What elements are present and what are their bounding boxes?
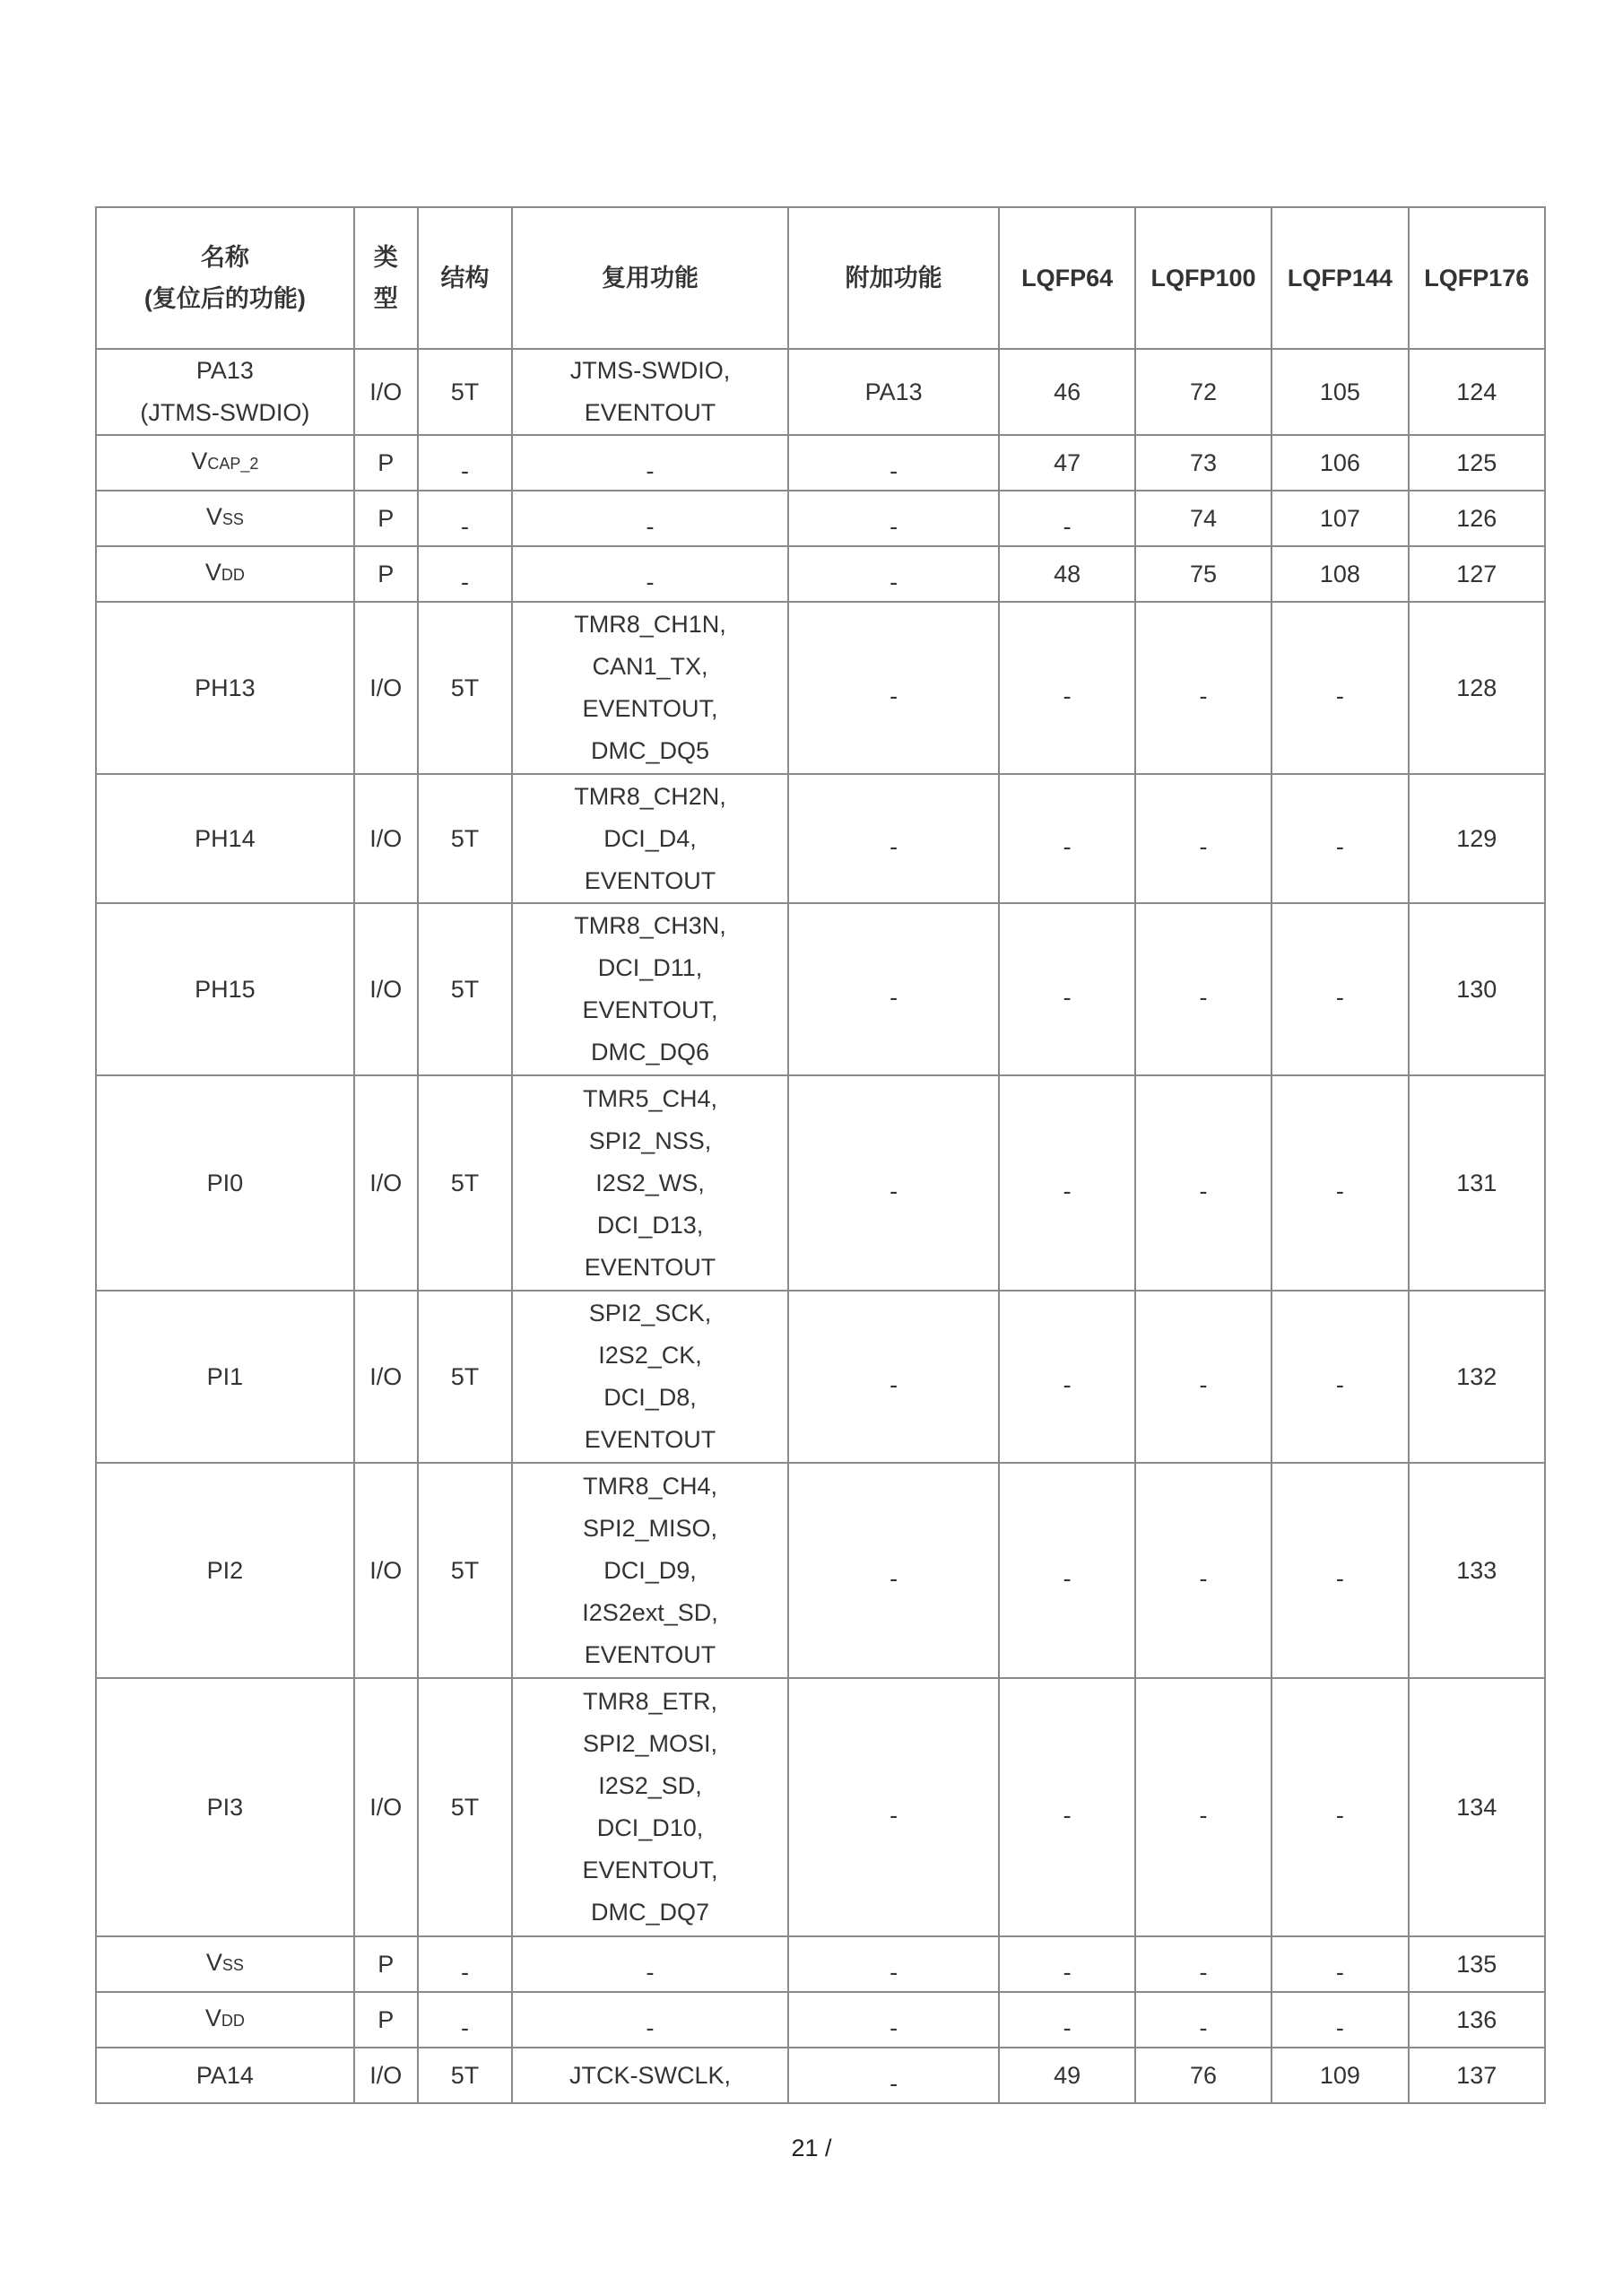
cell-type: I/O: [354, 1291, 418, 1463]
table-row: [96, 903, 1545, 1075]
cell-lqfp64: 47: [999, 435, 1134, 491]
pin-definition-table: [95, 206, 1546, 2104]
dash-placeholder: -: [646, 457, 655, 484]
cell-lqfp100: 73: [1135, 435, 1271, 491]
cell-structure: [418, 546, 512, 602]
dash-placeholder: -: [890, 512, 898, 540]
cell-type: P: [354, 435, 418, 491]
cell-lqfp100: [1135, 1936, 1271, 1992]
cell-structure: 5T: [418, 602, 512, 774]
cell-lqfp100: [1135, 1992, 1271, 2048]
table-row: [96, 546, 1545, 602]
cell-lqfp100: 74: [1135, 491, 1271, 546]
table-row: [96, 1291, 1545, 1463]
cell-add-func: [788, 435, 1000, 491]
dash-placeholder: -: [1335, 983, 1344, 1011]
dash-placeholder: -: [461, 457, 469, 484]
cell-alt-func: SPI2_SCK, I2S2_CK, DCI_D8, EVENTOUT: [512, 1291, 788, 1463]
table-row: [96, 1678, 1545, 1936]
cell-add-func: [788, 1075, 1000, 1291]
dash-placeholder: -: [1063, 1177, 1072, 1205]
dash-placeholder: -: [1199, 682, 1208, 709]
cell-add-func: [788, 2048, 1000, 2103]
dash-placeholder: -: [646, 568, 655, 596]
cell-lqfp64: 46: [999, 349, 1134, 435]
cell-alt-func: [512, 1992, 788, 2048]
table-row: [96, 1936, 1545, 1992]
cell-lqfp144: 108: [1271, 546, 1408, 602]
header-lqfp100: LQFP100: [1135, 207, 1271, 349]
cell-lqfp64: [999, 903, 1134, 1075]
dash-placeholder: -: [1335, 1564, 1344, 1592]
dash-placeholder: -: [890, 457, 898, 484]
table-row: [96, 435, 1545, 491]
cell-add-func: [788, 774, 1000, 903]
dash-placeholder: -: [1199, 1564, 1208, 1592]
cell-lqfp176: 133: [1409, 1463, 1545, 1678]
header-alt-func: 复用功能: [512, 207, 788, 349]
dash-placeholder: -: [890, 1801, 898, 1829]
cell-name: PH14: [96, 774, 354, 903]
table-row: [96, 1463, 1545, 1678]
dash-placeholder: -: [461, 512, 469, 540]
cell-lqfp144: 105: [1271, 349, 1408, 435]
cell-structure: 5T: [418, 1678, 512, 1936]
dash-placeholder: -: [1199, 1958, 1208, 1986]
cell-type: P: [354, 1992, 418, 2048]
dash-placeholder: -: [1335, 1370, 1344, 1398]
cell-type: I/O: [354, 903, 418, 1075]
cell-lqfp100: 76: [1135, 2048, 1271, 2103]
header-lqfp176: LQFP176: [1409, 207, 1545, 349]
cell-lqfp144: [1271, 602, 1408, 774]
table-row: [96, 1075, 1545, 1291]
dash-placeholder: -: [461, 568, 469, 596]
table-row: [96, 602, 1545, 774]
cell-lqfp176: 137: [1409, 2048, 1545, 2103]
cell-name: [96, 546, 354, 602]
cell-type: I/O: [354, 1463, 418, 1678]
dash-placeholder: -: [890, 1177, 898, 1205]
cell-lqfp176: 128: [1409, 602, 1545, 774]
cell-lqfp176: 132: [1409, 1291, 1545, 1463]
cell-name: PI0: [96, 1075, 354, 1291]
cell-lqfp144: [1271, 1463, 1408, 1678]
cell-lqfp64: [999, 774, 1134, 903]
cell-name: [96, 491, 354, 546]
cell-lqfp64: [999, 1075, 1134, 1291]
cell-structure: 5T: [418, 2048, 512, 2103]
dash-placeholder: -: [646, 2013, 655, 2041]
cell-lqfp64: [999, 602, 1134, 774]
dash-placeholder: -: [646, 1958, 655, 1986]
dash-placeholder: -: [1063, 512, 1072, 540]
cell-lqfp176: 127: [1409, 546, 1545, 602]
dash-placeholder: -: [1335, 1958, 1344, 1986]
cell-type: P: [354, 491, 418, 546]
cell-lqfp144: [1271, 1291, 1408, 1463]
cell-lqfp144: 107: [1271, 491, 1408, 546]
cell-lqfp64: [999, 1936, 1134, 1992]
cell-name-main: V: [204, 559, 221, 586]
cell-lqfp176: 130: [1409, 903, 1545, 1075]
cell-name: PH15: [96, 903, 354, 1075]
cell-lqfp100: [1135, 602, 1271, 774]
dash-placeholder: -: [890, 568, 898, 596]
header-structure: 结构: [418, 207, 512, 349]
dash-placeholder: -: [1335, 682, 1344, 709]
cell-lqfp100: [1135, 1463, 1271, 1678]
dash-placeholder: -: [1063, 1370, 1072, 1398]
cell-add-func: [788, 1992, 1000, 2048]
cell-lqfp144: [1271, 903, 1408, 1075]
header-lqfp64: LQFP64: [999, 207, 1134, 349]
cell-name: PA14: [96, 2048, 354, 2103]
cell-lqfp64: [999, 1992, 1134, 2048]
cell-add-func: [788, 491, 1000, 546]
cell-lqfp100: [1135, 1291, 1271, 1463]
dash-placeholder: -: [1063, 1801, 1072, 1829]
dash-placeholder: -: [1335, 2013, 1344, 2041]
cell-lqfp176: 124: [1409, 349, 1545, 435]
cell-structure: 5T: [418, 1075, 512, 1291]
cell-name-main: V: [205, 1949, 222, 1976]
header-lqfp144: LQFP144: [1271, 207, 1408, 349]
cell-type: I/O: [354, 602, 418, 774]
cell-name-subscript: DD: [221, 2012, 245, 2030]
cell-add-func: [788, 602, 1000, 774]
cell-alt-func: JTCK-SWCLK,: [512, 2048, 788, 2103]
cell-name: [96, 1992, 354, 2048]
dash-placeholder: -: [1063, 2013, 1072, 2041]
dash-placeholder: -: [1199, 983, 1208, 1011]
table-body: [96, 349, 1545, 2103]
cell-lqfp176: 134: [1409, 1678, 1545, 1936]
cell-type: P: [354, 1936, 418, 1992]
table-row: [96, 491, 1545, 546]
cell-lqfp176: 126: [1409, 491, 1545, 546]
cell-lqfp100: 75: [1135, 546, 1271, 602]
cell-lqfp144: [1271, 1992, 1408, 2048]
cell-lqfp64: [999, 1678, 1134, 1936]
cell-lqfp100: [1135, 1075, 1271, 1291]
cell-alt-func: [512, 491, 788, 546]
dash-placeholder: -: [890, 2069, 898, 2097]
table-row: [96, 2048, 1545, 2103]
cell-add-func: [788, 546, 1000, 602]
dash-placeholder: -: [1063, 1958, 1072, 1986]
cell-alt-func: TMR8_ETR, SPI2_MOSI, I2S2_SD, DCI_D10, EVENTOUT, DMC_DQ7: [512, 1678, 788, 1936]
cell-alt-func: [512, 435, 788, 491]
dash-placeholder: -: [1063, 983, 1072, 1011]
dash-placeholder: -: [890, 682, 898, 709]
header-add-func: 附加功能: [788, 207, 1000, 349]
cell-lqfp176: 136: [1409, 1992, 1545, 2048]
cell-alt-func: JTMS-SWDIO, EVENTOUT: [512, 349, 788, 435]
table-row: [96, 1992, 1545, 2048]
table-row: [96, 349, 1545, 435]
cell-add-func: [788, 1936, 1000, 1992]
cell-name-subscript: SS: [221, 1956, 244, 1974]
dash-placeholder: -: [1335, 1177, 1344, 1205]
header-type: 类 型: [354, 207, 418, 349]
cell-alt-func: [512, 546, 788, 602]
cell-lqfp176: 125: [1409, 435, 1545, 491]
cell-add-func: [788, 1678, 1000, 1936]
cell-structure: 5T: [418, 774, 512, 903]
cell-structure: 5T: [418, 349, 512, 435]
cell-structure: 5T: [418, 1463, 512, 1678]
cell-add-func: PA13: [788, 349, 1000, 435]
page-number: 21 /: [791, 2135, 832, 2161]
dash-placeholder: -: [461, 1958, 469, 1986]
cell-lqfp144: [1271, 774, 1408, 903]
dash-placeholder: -: [890, 983, 898, 1011]
cell-type: P: [354, 546, 418, 602]
cell-lqfp144: 109: [1271, 2048, 1408, 2103]
cell-lqfp144: [1271, 1678, 1408, 1936]
dash-placeholder: -: [1199, 1370, 1208, 1398]
cell-name: [96, 1936, 354, 1992]
dash-placeholder: -: [890, 2013, 898, 2041]
cell-name: PH13: [96, 602, 354, 774]
dash-placeholder: -: [1199, 1177, 1208, 1205]
cell-lqfp176: 131: [1409, 1075, 1545, 1291]
cell-lqfp144: [1271, 1075, 1408, 1291]
cell-lqfp100: 72: [1135, 349, 1271, 435]
cell-lqfp100: [1135, 774, 1271, 903]
cell-name: PI1: [96, 1291, 354, 1463]
cell-lqfp64: [999, 1291, 1134, 1463]
cell-name: PI3: [96, 1678, 354, 1936]
cell-lqfp176: 135: [1409, 1936, 1545, 1992]
cell-alt-func: [512, 1936, 788, 1992]
dash-placeholder: -: [890, 1370, 898, 1398]
cell-name-subscript: CAP_2: [207, 455, 259, 473]
dash-placeholder: -: [1335, 1801, 1344, 1829]
cell-name-subscript: SS: [221, 510, 244, 528]
cell-lqfp100: [1135, 903, 1271, 1075]
table-row: [96, 774, 1545, 903]
dash-placeholder: -: [1063, 832, 1072, 860]
cell-type: I/O: [354, 2048, 418, 2103]
cell-name: PI2: [96, 1463, 354, 1678]
cell-alt-func: TMR8_CH2N, DCI_D4, EVENTOUT: [512, 774, 788, 903]
cell-name: [96, 435, 354, 491]
dash-placeholder: -: [890, 1564, 898, 1592]
cell-alt-func: TMR8_CH4, SPI2_MISO, DCI_D9, I2S2ext_SD, EVENTOUT: [512, 1463, 788, 1678]
table-header-row: [96, 207, 1545, 349]
cell-add-func: [788, 1291, 1000, 1463]
cell-add-func: [788, 1463, 1000, 1678]
cell-structure: [418, 1992, 512, 2048]
cell-name-main: V: [191, 448, 208, 474]
cell-lqfp144: 106: [1271, 435, 1408, 491]
cell-alt-func: TMR8_CH3N, DCI_D11, EVENTOUT, DMC_DQ6: [512, 903, 788, 1075]
cell-type: I/O: [354, 349, 418, 435]
cell-name-main: V: [204, 2005, 221, 2031]
dash-placeholder: -: [1063, 1564, 1072, 1592]
cell-lqfp64: [999, 1463, 1134, 1678]
dash-placeholder: -: [890, 1958, 898, 1986]
cell-type: I/O: [354, 774, 418, 903]
cell-lqfp100: [1135, 1678, 1271, 1936]
dash-placeholder: -: [1335, 832, 1344, 860]
dash-placeholder: -: [461, 2013, 469, 2041]
cell-structure: 5T: [418, 1291, 512, 1463]
cell-structure: [418, 491, 512, 546]
cell-lqfp144: [1271, 1936, 1408, 1992]
cell-name-subscript: DD: [221, 566, 245, 584]
cell-type: I/O: [354, 1075, 418, 1291]
cell-name: PA13 (JTMS-SWDIO): [96, 349, 354, 435]
cell-lqfp64: [999, 491, 1134, 546]
header-name: 名称 (复位后的功能): [96, 207, 354, 349]
cell-lqfp64: 49: [999, 2048, 1134, 2103]
cell-type: I/O: [354, 1678, 418, 1936]
cell-lqfp176: 129: [1409, 774, 1545, 903]
cell-structure: 5T: [418, 903, 512, 1075]
cell-add-func: [788, 903, 1000, 1075]
dash-placeholder: -: [1199, 2013, 1208, 2041]
cell-structure: [418, 435, 512, 491]
cell-lqfp64: 48: [999, 546, 1134, 602]
dash-placeholder: -: [1199, 832, 1208, 860]
dash-placeholder: -: [1063, 682, 1072, 709]
dash-placeholder: -: [646, 512, 655, 540]
cell-alt-func: TMR5_CH4, SPI2_NSS, I2S2_WS, DCI_D13, EVENTOUT: [512, 1075, 788, 1291]
cell-structure: [418, 1936, 512, 1992]
dash-placeholder: -: [890, 832, 898, 860]
dash-placeholder: -: [1199, 1801, 1208, 1829]
cell-alt-func: TMR8_CH1N, CAN1_TX, EVENTOUT, DMC_DQ5: [512, 602, 788, 774]
cell-name-main: V: [205, 503, 222, 530]
